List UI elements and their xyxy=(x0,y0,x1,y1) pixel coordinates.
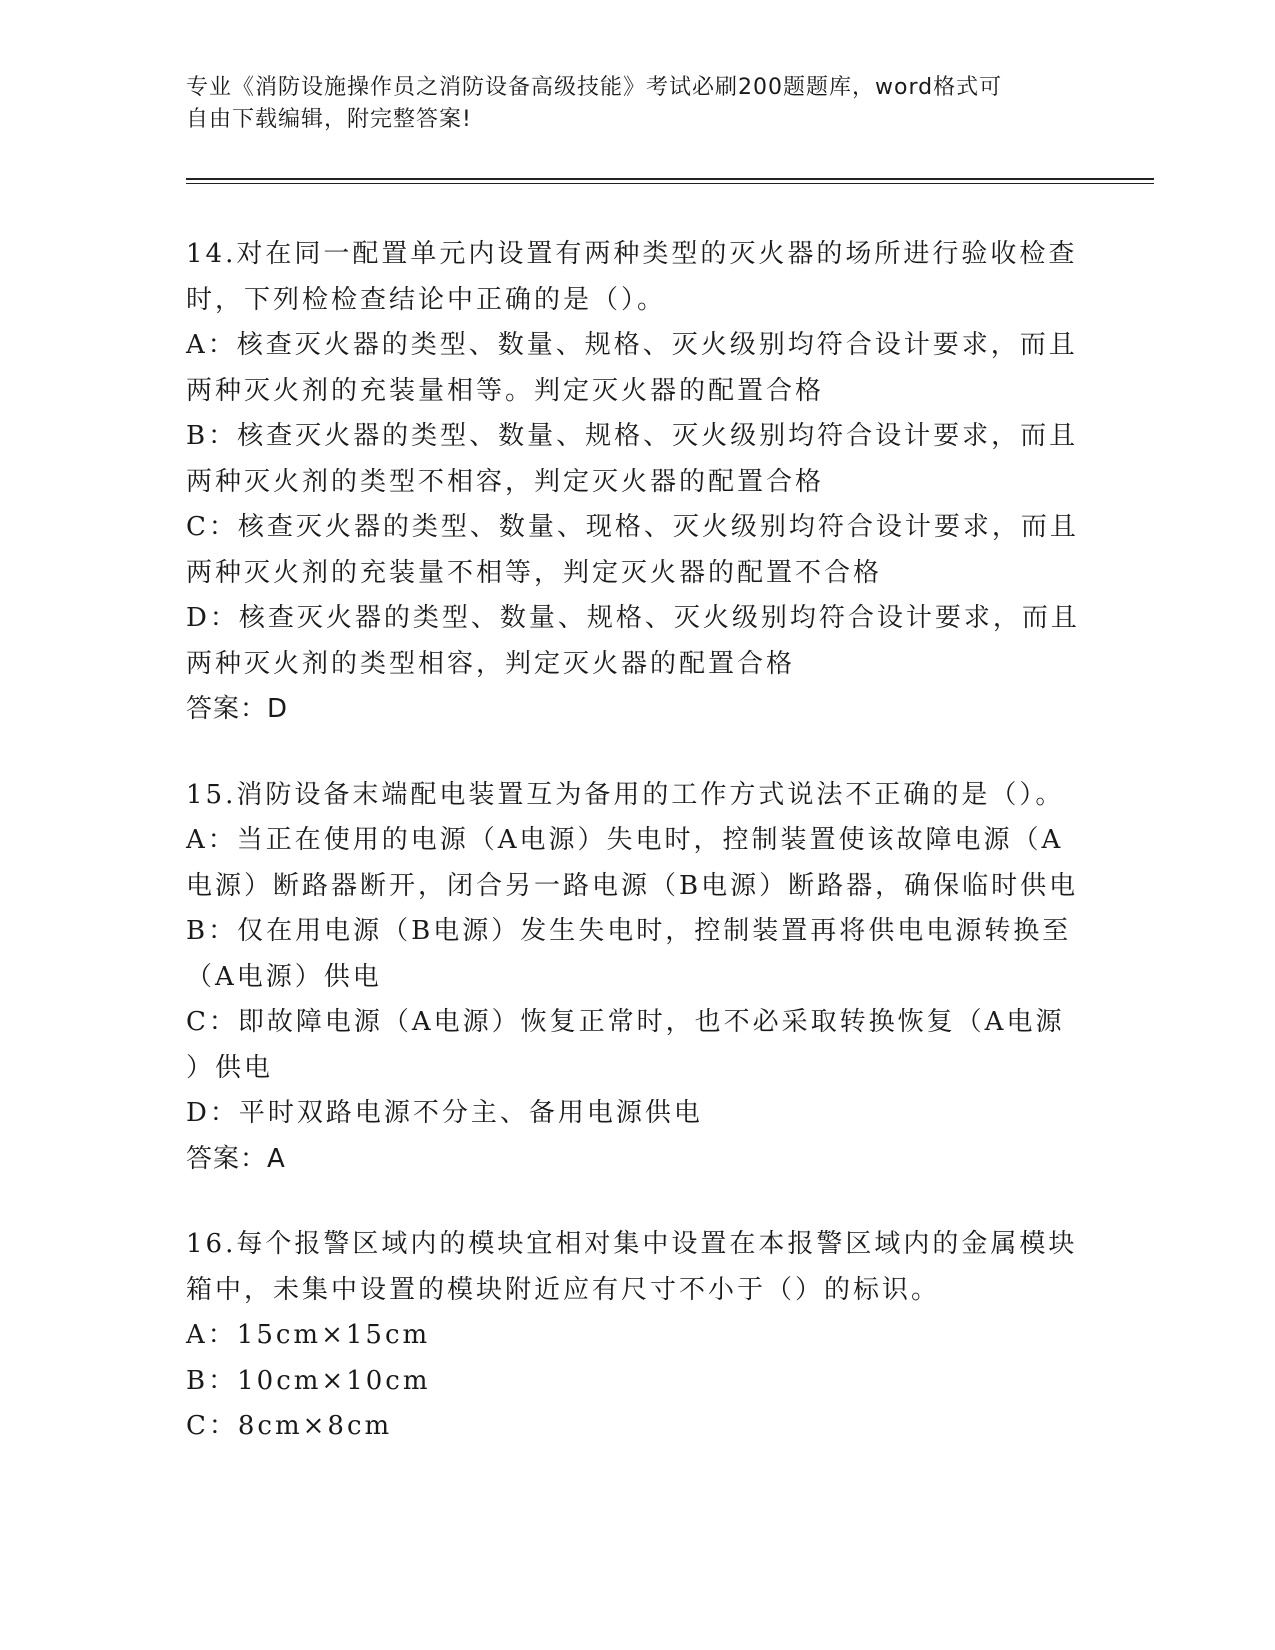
option-a: A：核查灭火器的类型、数量、规格、灭火级别均符合设计要求，而且 xyxy=(186,330,1078,360)
option-a: 电源）断路器断开，闭合另一路电源（B电源）断路器，确保临时供电 xyxy=(186,870,1079,901)
option-b: B：10cm×10cm xyxy=(186,1365,431,1396)
question-16 xyxy=(186,1222,1086,1450)
option-a: 两种灭火剂的充装量相等。判定灭火器的配置合格 xyxy=(186,375,825,406)
option-d: D：平时双路电源不分主、备用电源供电 xyxy=(186,1098,703,1128)
option-b: B：核查灭火器的类型、数量、规格、灭火级别均符合设计要求，而且 xyxy=(186,421,1079,451)
option-b: 两种灭火剂的类型不相容，判定灭火器的配置合格 xyxy=(186,466,825,497)
question-text: 14.对在同一配置单元内设置有两种类型的灭火器的场所进行验收检查 xyxy=(186,239,1078,269)
question-text: 15.消防设备末端配电装置互为备用的工作方式说法不正确的是（）。 xyxy=(186,779,1065,810)
answer: 答案：A xyxy=(186,1143,286,1174)
answer: 答案：D xyxy=(186,694,289,724)
question-text: 时，下列检检查结论中正确的是（）。 xyxy=(186,284,667,315)
option-a: A：15cm×15cm xyxy=(186,1320,431,1350)
option-c: 两种灭火剂的充装量不相等，判定灭火器的配置不合格 xyxy=(186,557,883,588)
option-c: C：8cm×8cm xyxy=(186,1411,393,1441)
question-text: 16.每个报警区域内的模块宜相对集中设置在本报警区域内的金属模块 xyxy=(186,1229,1078,1259)
question-list xyxy=(186,232,1086,1490)
option-c: ）供电 xyxy=(186,1052,274,1083)
option-b: B：仅在用电源（B电源）发生失电时，控制装置再将供电电源转换至 xyxy=(186,916,1072,946)
header-line-1: 专业《消防设施操作员之消防设备高级技能》考试必刷200题题库，word格式可 xyxy=(186,75,1003,100)
option-d: D：核查灭火器的类型、数量、规格、灭火级别均符合设计要求，而且 xyxy=(186,603,1080,633)
question-15 xyxy=(186,773,1086,1183)
option-d: 两种灭火剂的类型相容，判定灭火器的配置合格 xyxy=(186,648,796,679)
option-c: C：即故障电源（A电源）恢复正常时，也不必采取转换恢复（A电源 xyxy=(186,1007,1065,1037)
document-header xyxy=(186,72,1086,136)
header-divider-thin xyxy=(186,183,1154,184)
option-c: C：核查灭火器的类型、数量、现格、灭火级别均符合设计要求，而且 xyxy=(186,512,1079,542)
question-text: 箱中，未集中设置的模块附近应有尺寸不小于（）的标识。 xyxy=(186,1274,941,1305)
header-line-2: 自由下载编辑，附完整答案! xyxy=(186,107,472,132)
header-divider-thick xyxy=(186,178,1154,180)
option-a: A：当正在使用的电源（A电源）失电时，控制装置使该故障电源（A xyxy=(186,825,1064,855)
option-b: （A电源）供电 xyxy=(186,961,382,992)
question-14 xyxy=(186,232,1086,733)
